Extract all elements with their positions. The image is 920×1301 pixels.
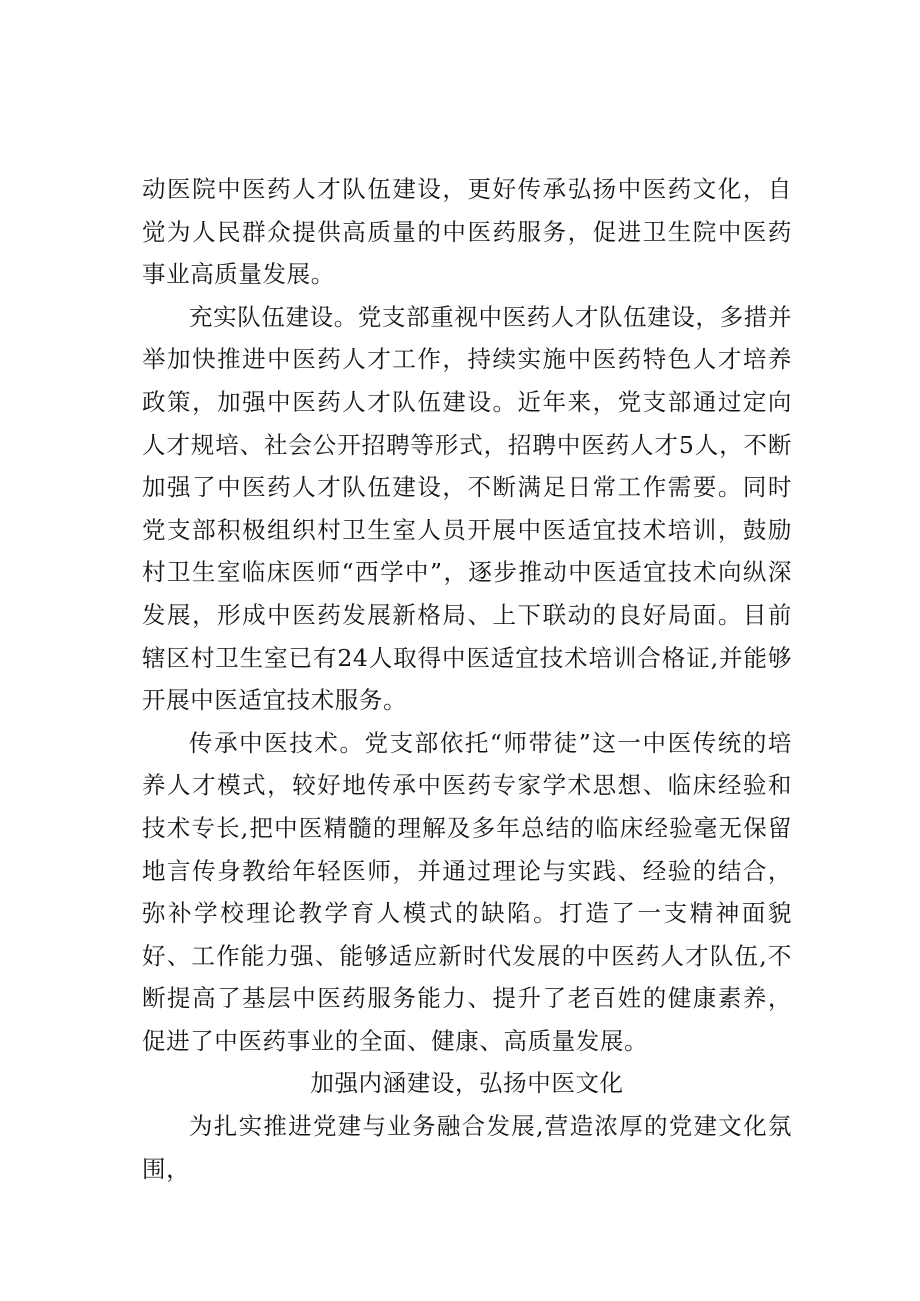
paragraph-continuation: 动医院中医药人才队伍建设，更好传承弘扬中医药文化，自觉为人民群众提供高质量的中医药服务，促进卫生院中医药事业高质量发展。	[142, 175, 792, 289]
paragraph-closing: 为扎实推进党建与业务融合发展,营造浓厚的党建文化氛围，	[142, 1112, 792, 1183]
paragraph-team-building: 充实队伍建设。党支部重视中医药人才队伍建设，多措并举加快推进中医药人才工作，持续实施中医药特色人才培养政策，加强中医药人才队伍建设。近年来，党支部通过定向人才规培、社会公开招聘等形式，招聘中医药人才5人，不断加强了中医药人才队伍建设，不断满足日常工作需要。同时党支部积极组织村卫生室人员开展中医适宜技术培训，鼓励村卫生室临床医师“西学中”，逐步推动中医适宜技术向纵深发展，形成中医药发展新格局、上下联动的良好局面。目前辖区村卫生室已有24人取得中医适宜技术培训合格证,并能够开展中医适宜技术服务。	[142, 302, 792, 715]
section-heading: 加强内涵建设，弘扬中医文化	[310, 1069, 624, 1098]
document-body	[142, 168, 792, 1190]
paragraph-technique-inheritance: 传承中医技术。党支部依托“师带徒”这一中医传统的培养人才模式，较好地传承中医药专家学术思想、临床经验和技术专长,把中医精髓的理解及多年总结的临床经验毫无保留地言传身教给年轻医师，并通过理论与实践、经验的结合，弥补学校理论教学育人模式的缺陷。打造了一支精神面貌好、工作能力强、能够适应新时代发展的中医药人才队伍,不断提高了基层中医药服务能力、提升了老百姓的健康素养，促进了中医药事业的全面、健康、高质量发展。	[142, 728, 792, 1055]
